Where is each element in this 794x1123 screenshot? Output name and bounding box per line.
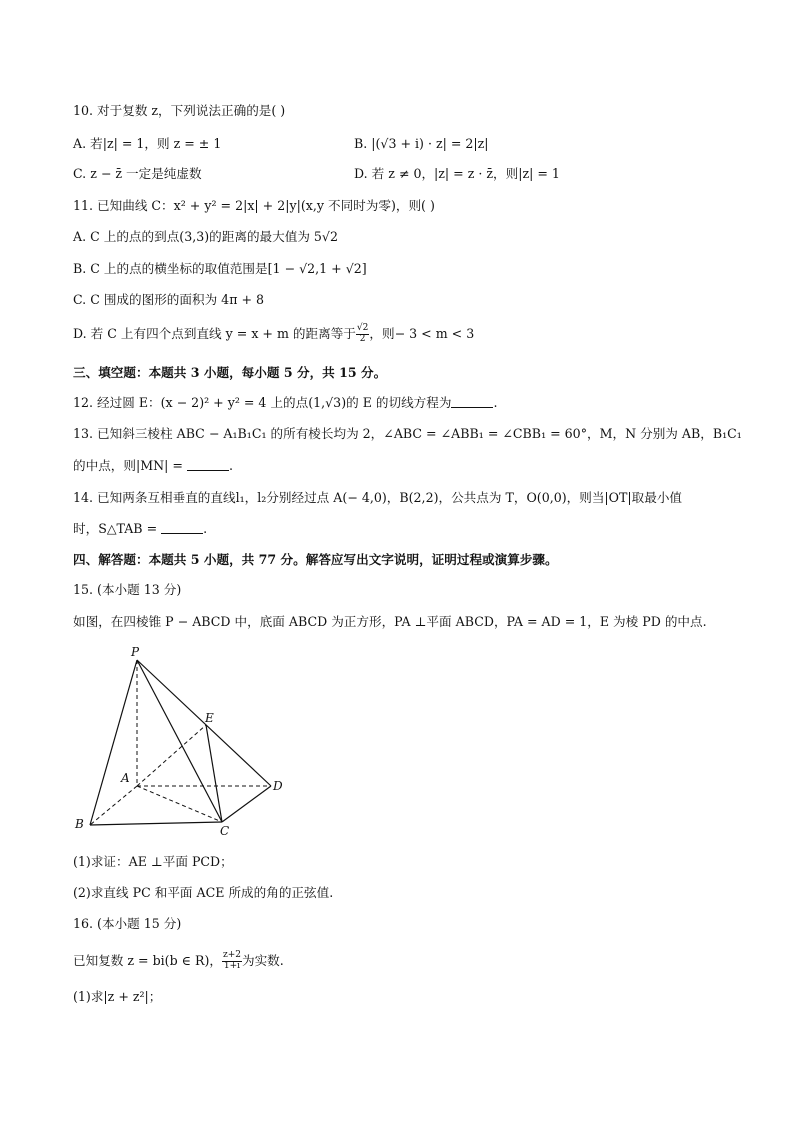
q13-line2 [73, 460, 233, 473]
section-3-heading: 三、填空题：本题共 3 小题，每小题 5 分，共 15 分。 [73, 365, 387, 380]
q16-body [73, 951, 284, 972]
q10-stem: 10. 对于复数 z，下列说法正确的是( ) [73, 103, 286, 118]
q11-option-b: B. C 上的点的横坐标的取值范围是[1 − √2,1 + √2] [73, 261, 367, 276]
q13-line1: 13. 已知斜三棱柱 ABC − A₁B₁C₁ 的所有棱长均为 2，∠ABC = ∠ABB₁ = ∠CBB₁ = 60°，M，N 分别为 AB，B₁C₁ [73, 426, 742, 441]
q15-body: 如图，在四棱锥 P − ABCD 中，底面 ABCD 为正方形，PA ⊥平面 ABCD，PA = AD = 1，E 为棱 PD 的中点. [73, 614, 707, 629]
fraction-denominator: 2 [359, 333, 366, 344]
q14-text: 时，S△TAB = [73, 521, 158, 536]
q14-line2 [73, 523, 207, 536]
q10-option-b: B. |(√3 + i) · z| = 2|z| [354, 136, 489, 151]
q10-option-c: C. z − z̄ 一定是纯虚数 [73, 166, 202, 181]
q11-option-d-text: D. 若 C 上有四个点到直线 y = x + m 的距离等于 [73, 325, 356, 341]
section-4-heading: 四、解答题：本题共 5 小题，共 77 分。解答应写出文字说明，证明过程或演算步骤。 [73, 552, 558, 567]
label-c: C [220, 824, 230, 838]
label-d: D [273, 779, 283, 793]
label-e: E [205, 711, 214, 725]
fraction-numerator: z+2 [222, 950, 241, 960]
q12 [73, 397, 497, 410]
q16-text: 已知复数 z = bi(b ∈ R)， [73, 952, 222, 968]
q14-line1: 14. 已知两条互相垂直的直线l₁，l₂分别经过点 A(− 4,0)，B(2,2)，公共点为 T，O(0,0)，则当|OT|取最小值 [73, 490, 683, 505]
q12-period: . [493, 395, 498, 410]
q11-option-d-tail: ，则− 3 < m < 3 [369, 325, 475, 341]
label-a: A [121, 771, 130, 785]
q14-period: . [203, 521, 208, 536]
q15-part2: (2)求直线 PC 和平面 ACE 所成的角的正弦值. [73, 885, 334, 900]
q15-header: 15. (本小题 13 分) [73, 582, 182, 597]
answer-blank [187, 460, 229, 471]
fraction-denominator: 1+i [223, 960, 241, 971]
q16-part1: (1)求|z + z²|； [73, 989, 162, 1004]
fraction-numerator: √2 [356, 323, 369, 333]
pyramid-figure [70, 640, 290, 840]
label-p: P [131, 645, 140, 659]
q16-header: 16. (本小题 15 分) [73, 916, 182, 931]
q10-option-a: A. 若|z| = 1，则 z = ± 1 [73, 136, 222, 151]
q11-option-a: A. C 上的点的到点(3,3)的距离的最大值为 5√2 [73, 229, 338, 244]
q16-fraction [222, 951, 242, 972]
q11-option-d-fraction [356, 324, 369, 345]
q11-stem: 11. 已知曲线 C：x² + y² = 2|x| + 2|y|(x,y 不同时为零)，则( ) [73, 198, 435, 213]
q16-text-tail: 为实数. [241, 952, 284, 968]
label-b: B [75, 817, 84, 831]
q11-option-d [73, 324, 474, 345]
q13-text: 的中点，则|MN| = [73, 458, 183, 473]
answer-blank [451, 397, 493, 408]
q12-text: 12. 经过圆 E：(x − 2)² + y² = 4 上的点(1,√3)的 E 的切线方程为 [73, 395, 452, 410]
answer-blank [161, 523, 203, 534]
q10-option-d: D. 若 z ≠ 0，|z| = z · z̄，则|z| = 1 [354, 166, 560, 181]
q13-period: . [228, 458, 233, 473]
q11-option-c: C. C 围成的图形的面积为 4π + 8 [73, 292, 265, 307]
q15-part1: (1)求证：AE ⊥平面 PCD； [73, 854, 233, 869]
